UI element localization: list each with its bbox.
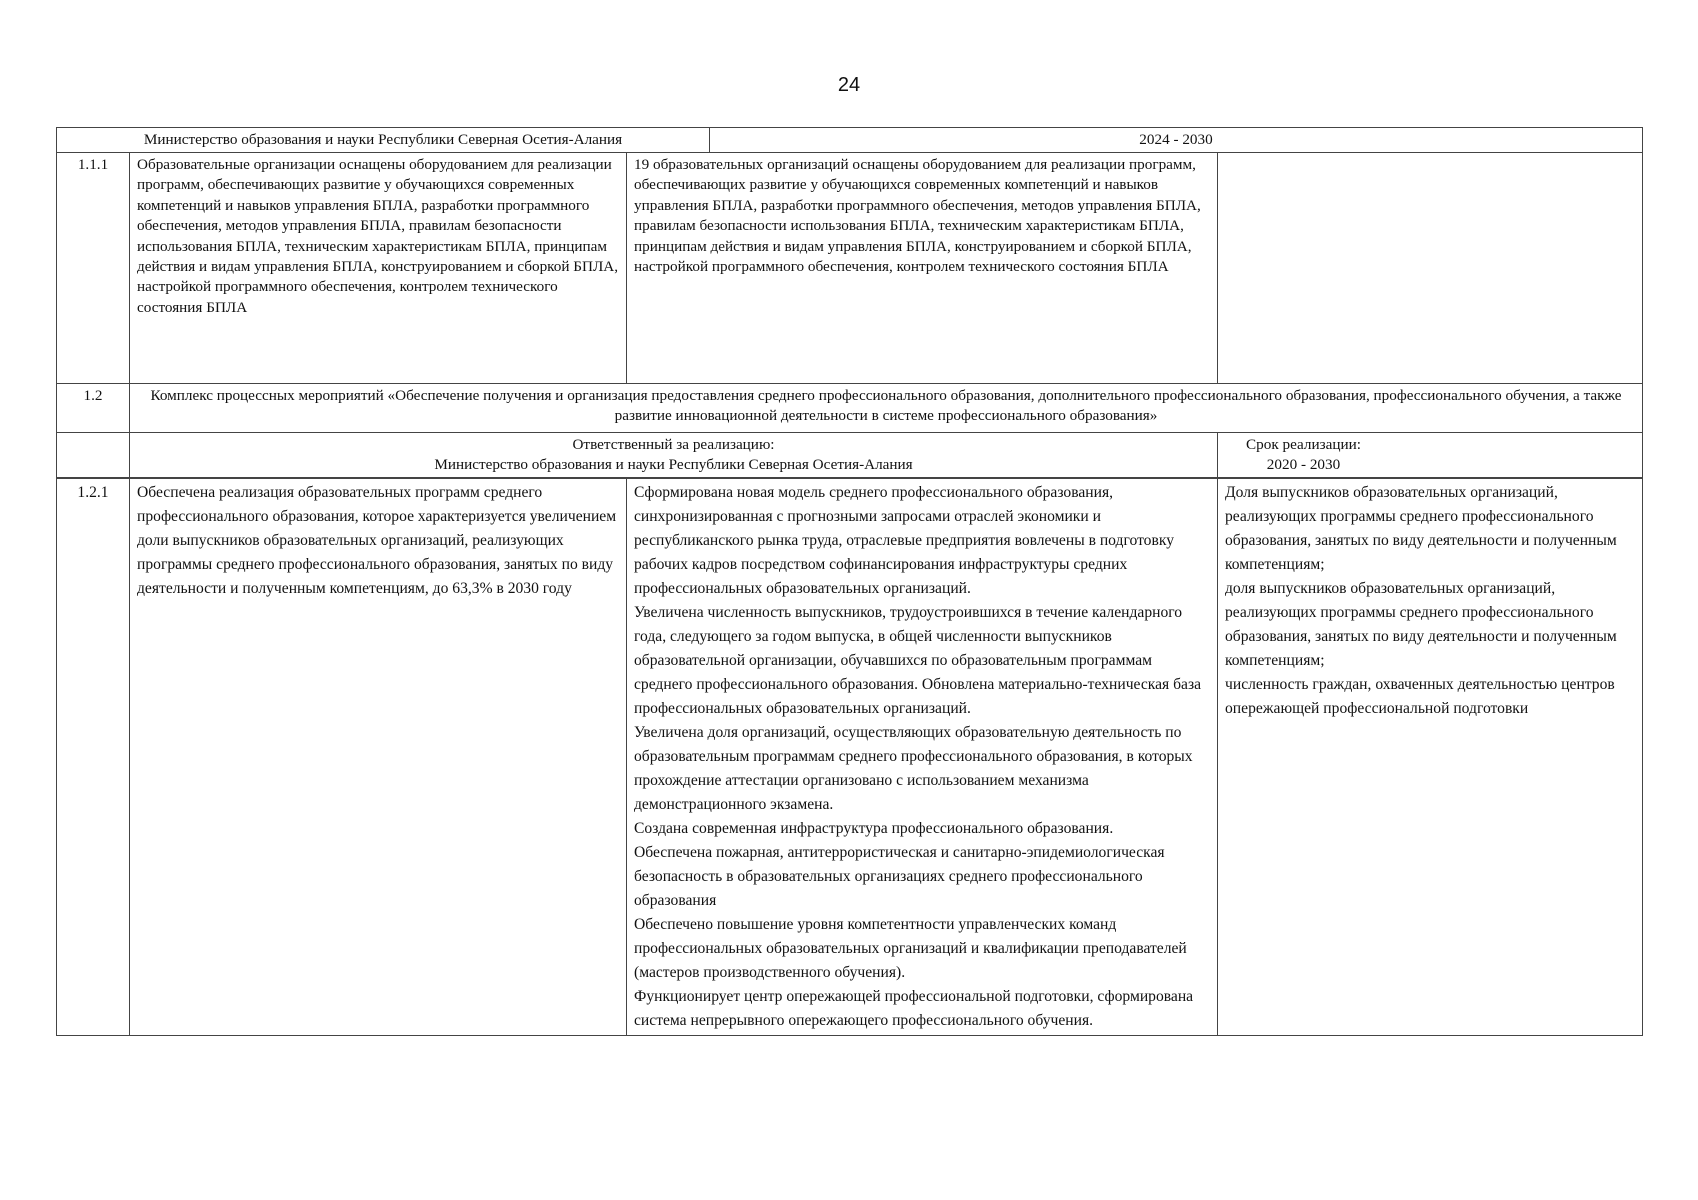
program-table	[56, 127, 1643, 1036]
task-cell: Обеспечена реализация образовательных программ среднего профессионального образования, которое характеризуется увеличением доли выпускников образовательных организаций, реализующих программы среднего профессионального образования, занятых по виду деятельности и полученным компетенциям, до 63,3% в 2030 году	[130, 478, 627, 1036]
table-row-1-2-responsible	[57, 433, 1643, 479]
table-row-1-2-1	[57, 478, 1643, 1036]
row-number: 1.1.1	[57, 153, 130, 384]
indicator-item: Доля выпускников образовательных организаций, реализующих программы среднего профессионального образования, занятых по виду деятельности и полученным компетенциям;	[1225, 484, 1617, 573]
task-cell: Образовательные организации оснащены оборудованием для реализации программ, обеспечивающих развитие у обучающихся современных компетенций и навыков управления БПЛА, разработки программного обеспечения, методов управления БПЛА, правилам безопасности использования БПЛА, техническим характеристикам БПЛА, принципам действия и видам управления БПЛА, конструированием и сборкой БПЛА, настройкой программного обеспечения, контролем технического состояния БПЛА	[130, 153, 627, 384]
term-cell	[1218, 433, 1643, 479]
table-row-1-2	[57, 384, 1643, 433]
empty-cell	[57, 433, 130, 479]
complex-title: Комплекс процессных мероприятий «Обеспечение получения и организация предоставления среднего профессионального образования, дополнительного профессионального образования, профессионального обучения, а также развитие инновационной деятельности в системе профессионального образования»	[130, 384, 1643, 433]
indicator-item: численность граждан, охваченных деятельностью центров опережающей профессиональной подготовки	[1225, 676, 1615, 717]
header-row	[57, 128, 1643, 153]
page-number: 24	[837, 74, 861, 96]
result-paragraph: Функционирует центр опережающей профессиональной подготовки, сформирована система непрерывного опережающего профессионального обучения.	[634, 988, 1194, 1029]
header-ministry: Министерство образования и науки Республики Северная Осетия-Алания	[57, 128, 710, 153]
result-paragraph: Обеспечена пожарная, антитеррористическая и санитарно-эпидемиологическая безопасность в образовательных организациях среднего профессионального образования	[634, 844, 1165, 909]
indicator-item: доля выпускников образовательных организаций, реализующих программы среднего профессионального образования, занятых по виду деятельности и полученным компетенциям;	[1225, 580, 1617, 669]
responsible-label: Ответственный за реализацию:	[572, 436, 775, 453]
result-cell: 19 образовательных организаций оснащены оборудованием для реализации программ, обеспечивающих развитие у обучающихся современных компетенций и навыков управления БПЛА, разработки программного обеспечения, методов управления БПЛА, правилам безопасности использования БПЛА, техническим характеристикам БПЛА, принципам действия и видам управления БПЛА, конструированием и сборкой БПЛА, настройкой программного обеспечения, контролем технического состояния БПЛА	[627, 153, 1218, 384]
result-paragraph: Обеспечено повышение уровня компетентности управленческих команд профессиональных образовательных организаций и квалификации преподавателей (мастеров производственного обучения).	[634, 916, 1187, 981]
result-cell	[627, 478, 1218, 1036]
result-paragraph: Увеличена численность выпускников, трудоустроившихся в течение календарного года, следующего за годом выпуска, в общей численности выпускников образовательной организации, обучавшихся по образовательным программам среднего профессионального образования. Обновлена материально-техническая база профессиональных образовательных организаций.	[634, 604, 1202, 717]
header-period: 2024 - 2030	[710, 128, 1643, 153]
responsible-value: Министерство образования и науки Республики Северная Осетия-Алания	[434, 456, 913, 473]
indicator-cell	[1218, 478, 1643, 1036]
term-value: 2020 - 2030	[1266, 456, 1341, 473]
row-number: 1.2.1	[57, 478, 130, 1036]
term-label: Срок реализации:	[1246, 436, 1361, 453]
table-row-1-1-1	[57, 153, 1643, 384]
responsible-cell	[130, 433, 1218, 479]
result-paragraph: Сформирована новая модель среднего профессионального образования, синхронизированная с прогнозными запросами отраслей экономики и республиканского рынка труда, отраслевые предприятия вовлечены в подготовку рабочих кадров посредством софинансирования инфраструктуры средних профессиональных образовательных организаций.	[634, 484, 1174, 597]
row-number: 1.2	[57, 384, 130, 433]
indicator-cell	[1218, 153, 1643, 384]
result-paragraph: Создана современная инфраструктура профессионального образования.	[634, 820, 1114, 837]
result-paragraph: Увеличена доля организаций, осуществляющих образовательную деятельность по образовательным программам среднего профессионального образования, в которых прохождение аттестации организовано с использованием механизма демонстрационного экзамена.	[634, 724, 1193, 813]
program-table-wrapper	[56, 127, 1642, 1036]
